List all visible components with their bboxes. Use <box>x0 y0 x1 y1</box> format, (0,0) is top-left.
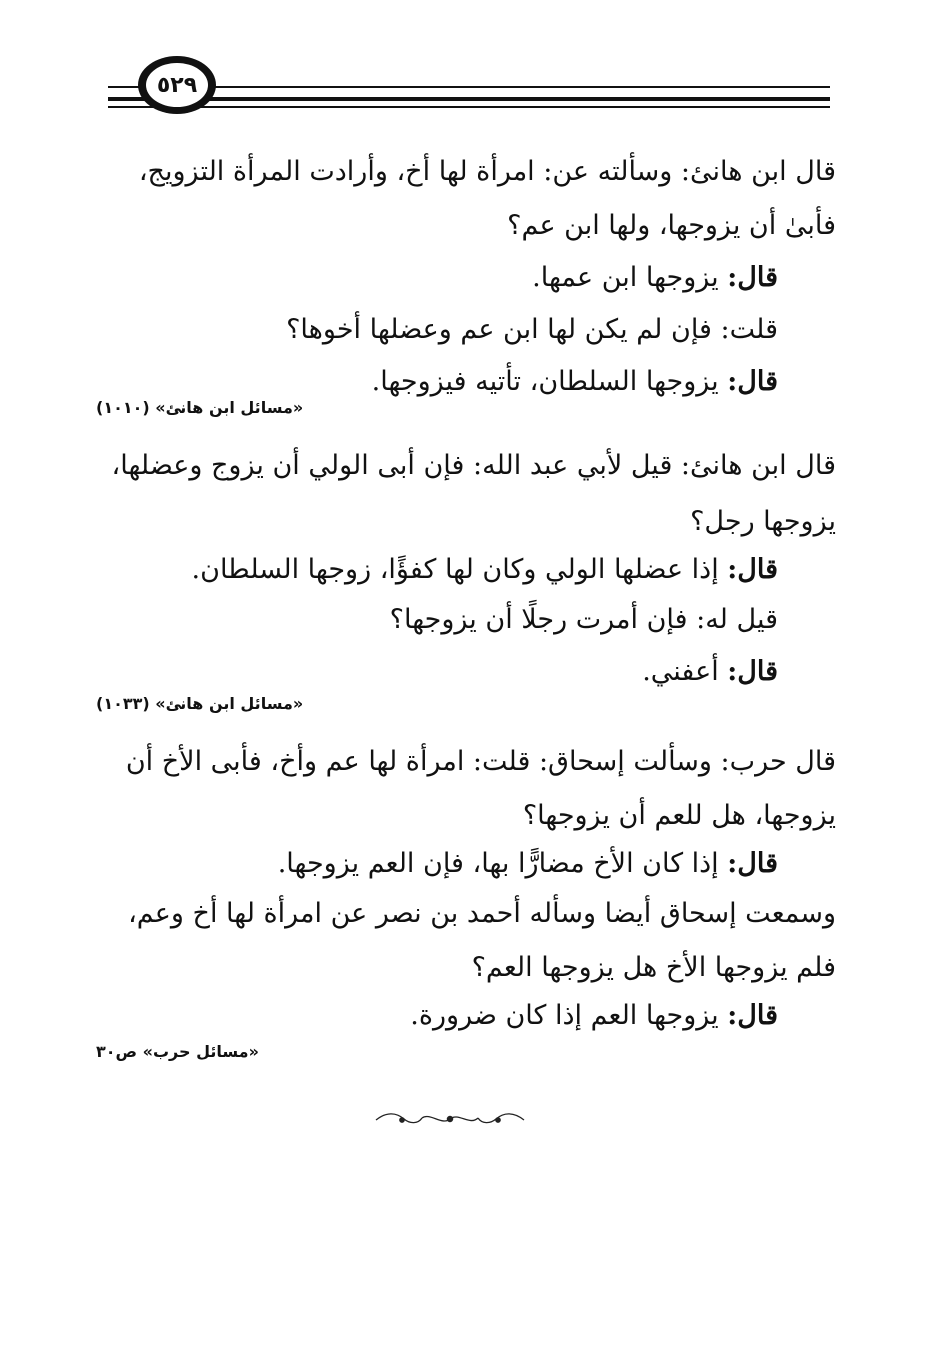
header-rule-middle <box>108 97 830 101</box>
reply-lead: قال: <box>727 366 778 397</box>
paragraph-2-reply-1 <box>192 550 778 590</box>
reply-text: فإن لم يكن لها ابن عم وعضلها أخوها؟ <box>286 314 721 345</box>
reply-text: يزوجها ابن عمها. <box>532 262 728 293</box>
paragraph-2-line-2: يزوجها رجل؟ <box>690 506 836 537</box>
page-number: ٥٢٩ <box>146 63 208 107</box>
reply-lead: قال: <box>727 262 778 293</box>
paragraph-2-reply-3 <box>642 652 778 692</box>
paragraph-3-reply-1 <box>278 844 778 884</box>
source-citation-3: «مسائل حرب» ص٣٠ <box>96 1042 259 1061</box>
paragraph-1-reply-3 <box>372 362 778 402</box>
paragraph-2-line-1: قال ابن هانئ: قيل لأبي عبد الله: فإن أبى الولي أن يزوج وعضلها، <box>111 450 836 481</box>
page-header <box>0 0 946 130</box>
reply-text: إذا عضلها الولي وكان لها كفؤًا، زوجها السلطان. <box>191 554 728 585</box>
paragraph-3-line-1: قال حرب: وسألت إسحاق: قلت: امرأة لها عم وأخ، فأبى الأخ أن <box>125 746 836 777</box>
reply-lead: قيل له: <box>696 604 778 635</box>
paragraph-3-line-2: يزوجها، هل للعم أن يزوجها؟ <box>522 800 836 831</box>
reply-text: إذا كان الأخ مضارًّا بها، فإن العم يزوجها. <box>277 848 728 879</box>
paragraph-1-line-2: فأبىٰ أن يزوجها، ولها ابن عم؟ <box>507 210 836 241</box>
reply-lead: قال: <box>727 656 778 687</box>
paragraph-4-reply-1 <box>410 996 778 1036</box>
paragraph-1-reply-1 <box>532 258 778 298</box>
page-number-badge <box>138 56 216 114</box>
ornament-divider-icon <box>372 1108 528 1130</box>
paragraph-4-line-2: فلم يزوجها الأخ هل يزوجها العم؟ <box>471 952 836 983</box>
reply-lead: قال: <box>727 1000 778 1031</box>
paragraph-1-line-1: قال ابن هانئ: وسألته عن: امرأة لها أخ، وأرادت المرأة التزويج، <box>138 156 836 187</box>
reply-lead: قال: <box>727 554 778 585</box>
reply-text: أعفني. <box>642 656 728 687</box>
reply-text: يزوجها العم إذا كان ضرورة. <box>410 1000 728 1031</box>
source-citation-1: «مسائل ابن هانئ» (١٠١٠) <box>96 398 304 417</box>
paragraph-2-reply-2 <box>390 600 778 640</box>
header-rule-top <box>108 86 830 88</box>
reply-lead: قلت: <box>720 314 778 345</box>
header-rule-bottom <box>108 106 830 108</box>
paragraph-1-reply-2 <box>286 310 778 350</box>
reply-text: يزوجها السلطان، تأتيه فيزوجها. <box>371 366 728 397</box>
reply-lead: قال: <box>727 848 778 879</box>
source-citation-2: «مسائل ابن هانئ» (١٠٣٣) <box>96 694 304 713</box>
reply-text: فإن أمرت رجلًا أن يزوجها؟ <box>389 604 697 635</box>
paragraph-4-line-1: وسمعت إسحاق أيضا وسأله أحمد بن نصر عن امرأة لها أخ وعم، <box>128 898 836 929</box>
